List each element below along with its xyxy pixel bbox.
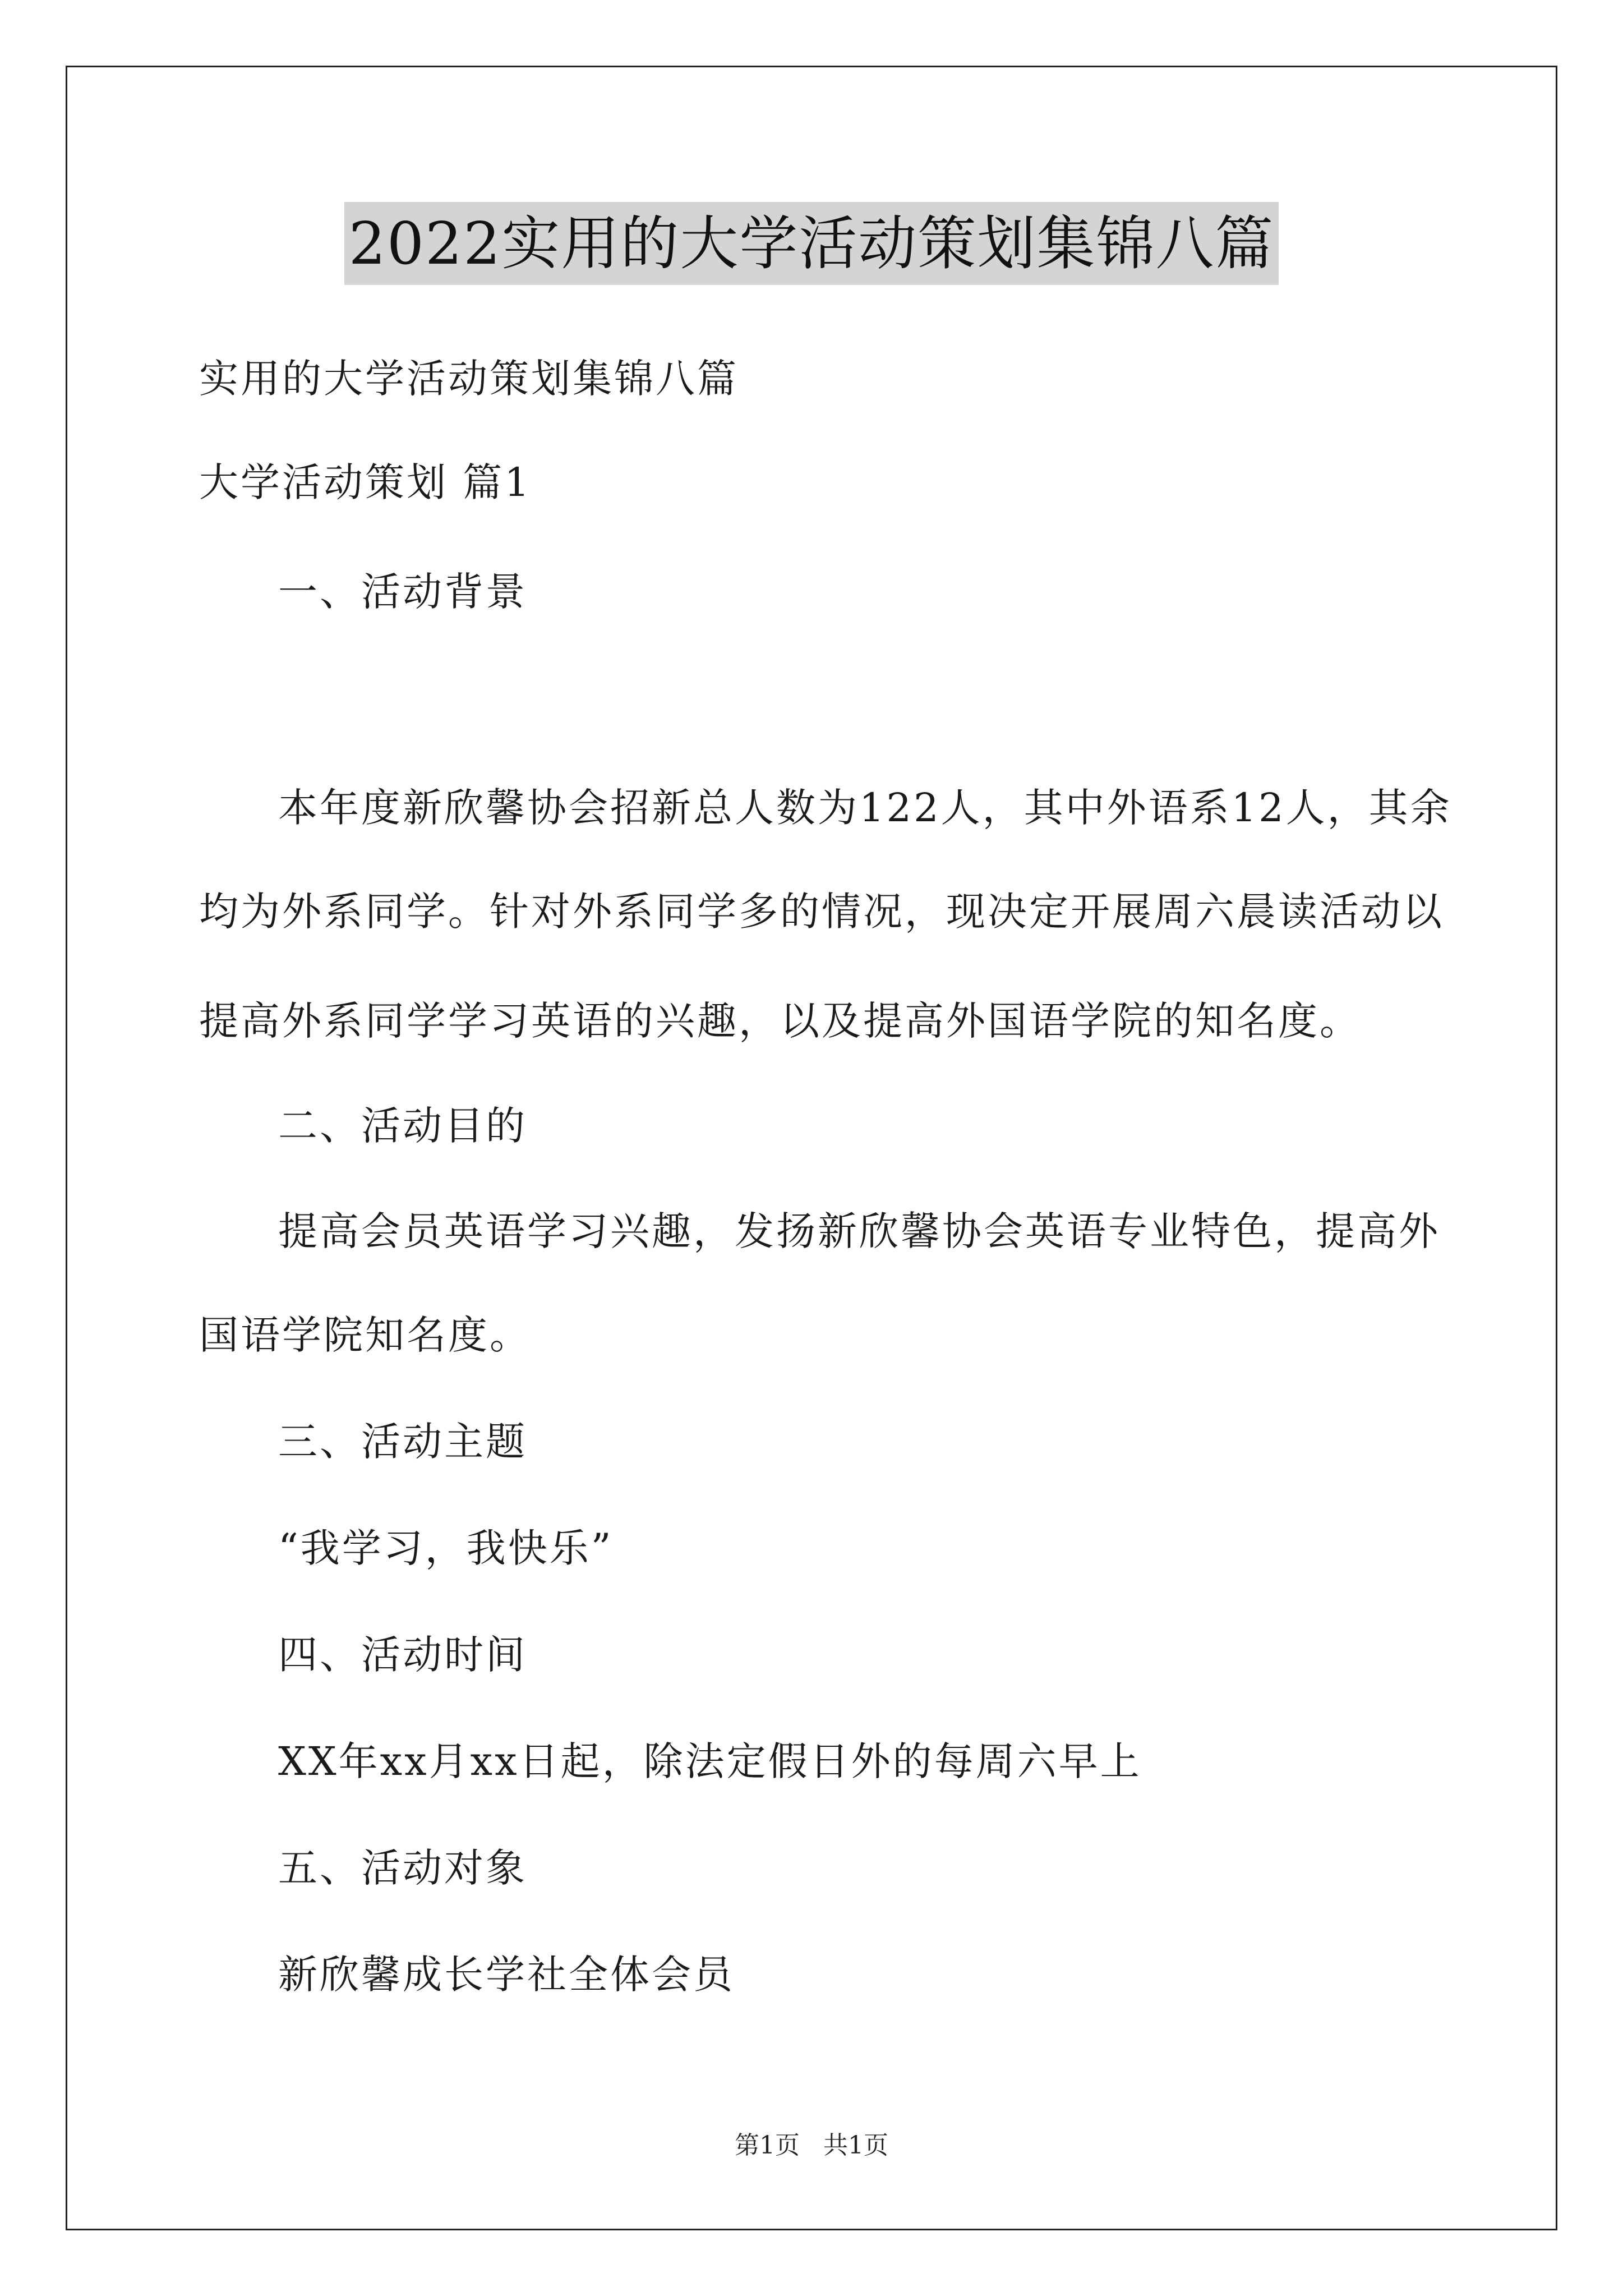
page-footer (0, 2129, 1623, 2162)
paragraph-line: 国语学院知名度。 (199, 1312, 531, 1358)
paragraph-line: 均为外系同学。针对外系同学多的情况，现决定开展周六晨读活动以 (199, 889, 1444, 935)
heading-background: 一、活动背景 (278, 569, 527, 615)
audience-detail: 新欣馨成长学社全体会员 (278, 1952, 735, 1998)
heading-purpose: 二、活动目的 (278, 1103, 527, 1149)
heading-time: 四、活动时间 (278, 1632, 527, 1678)
theme-quote: “我学习，我快乐” (278, 1525, 614, 1571)
heading-theme: 三、活动主题 (278, 1419, 527, 1465)
paragraph-line: 本年度新欣馨协会招新总人数为122人，其中外语系12人，其余 (278, 785, 1452, 831)
section-heading-line: 大学活动策划 篇1 (199, 459, 532, 505)
heading-audience: 五、活动对象 (278, 1845, 527, 1891)
subtitle-line: 实用的大学活动策划集锦八篇 (199, 356, 739, 402)
page-total: 共1页 (823, 2131, 888, 2160)
title-container (0, 202, 1623, 285)
document-title: 2022实用的大学活动策划集锦八篇 (344, 202, 1279, 285)
paragraph-line: 提高会员英语学习兴趣，发扬新欣馨协会英语专业特色，提高外 (278, 1208, 1440, 1254)
time-detail: XX年xx月xx日起，除法定假日外的每周六早上 (278, 1738, 1142, 1784)
paragraph-line: 提高外系同学学习英语的兴趣，以及提高外国语学院的知名度。 (199, 998, 1361, 1044)
page-number: 第1页 (735, 2131, 800, 2160)
